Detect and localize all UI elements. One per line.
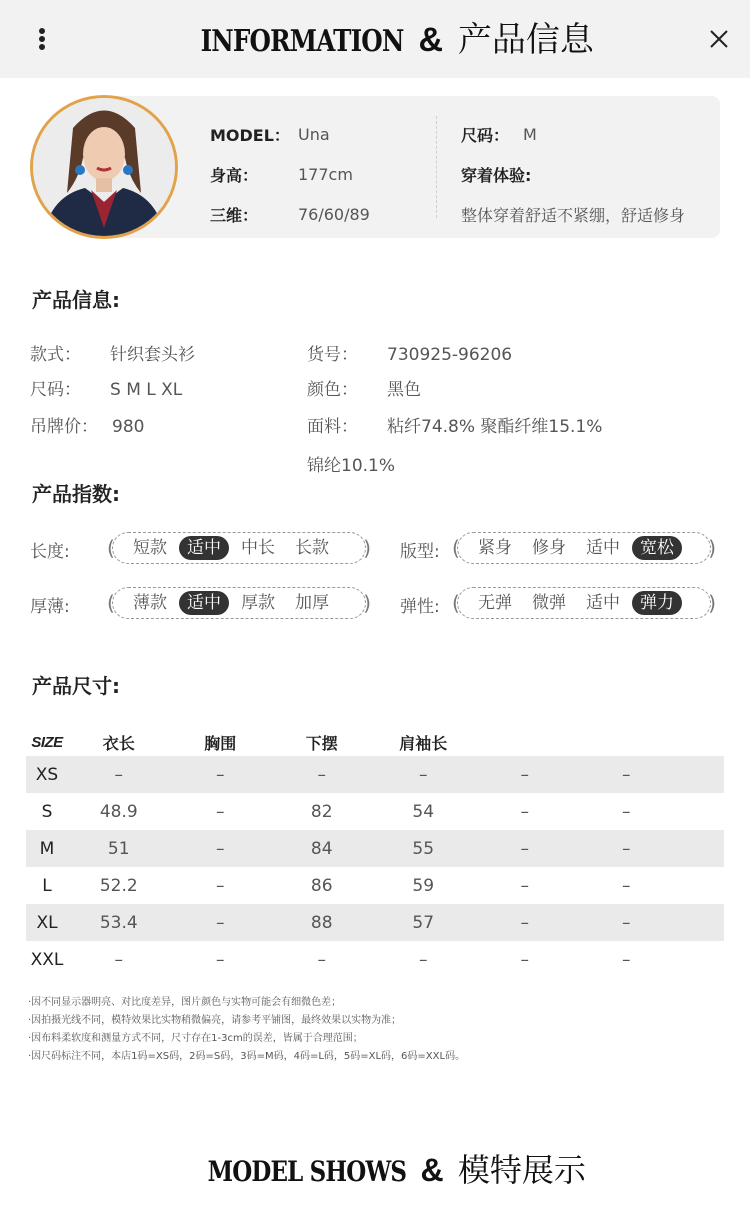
header-bar	[0, 0, 750, 78]
table-cell: –	[622, 875, 631, 896]
model-shows-title	[0, 1148, 750, 1194]
fabric-info	[307, 412, 602, 437]
table-cell: 53.4	[99, 912, 138, 933]
page-title-cn: 产品信息	[457, 20, 594, 60]
note-item: ·因尺码标注不同，本店1码=XS码，2码=S码，3码=M码，4码=L码，5码=XL码，6码=XXL码。	[28, 1051, 466, 1062]
size-table	[26, 728, 724, 978]
pill-bracket-right: )	[363, 591, 371, 615]
note-item: ·因不同显示器明亮、对比度差异，图片颜色与实物可能会有细微色差；	[28, 997, 342, 1008]
height-label: 身高：	[210, 165, 259, 185]
table-cell: S	[41, 801, 53, 822]
table-cell: 55	[412, 838, 435, 859]
notes	[28, 994, 465, 1066]
table-cell: M	[39, 838, 55, 859]
size-chart-title: 产品尺寸:	[32, 674, 120, 698]
table-cell: –	[419, 764, 428, 785]
table-cell: –	[216, 801, 225, 822]
table-cell: –	[520, 764, 529, 785]
measure-label: 三维：	[210, 205, 259, 225]
elasticity-index	[452, 587, 716, 619]
table-cell: 48.9	[99, 801, 138, 822]
index-option: 短款	[133, 538, 167, 558]
price-label: 吊牌价：	[30, 417, 98, 437]
length-label: 长度:	[30, 542, 70, 562]
index-option: 适中	[586, 593, 620, 613]
table-cell: 84	[310, 838, 333, 859]
table-cell: –	[520, 875, 529, 896]
table-cell: 52.2	[99, 875, 138, 896]
model-divider	[436, 116, 437, 218]
index-option-active: 弹力	[632, 591, 682, 615]
fabric-value-1: 粘纤74.8% 聚酯纤维15.1%	[387, 417, 603, 437]
table-cell: 59	[412, 875, 435, 896]
product-info-title: 产品信息:	[32, 288, 120, 312]
table-cell: –	[520, 801, 529, 822]
table-cell: –	[520, 838, 529, 859]
style-info	[30, 340, 195, 365]
experience-label: 穿着体验:	[461, 165, 532, 185]
table-cell: –	[216, 949, 225, 970]
table-row	[26, 793, 724, 830]
item-info	[307, 340, 512, 365]
pill-bracket-right: )	[708, 591, 716, 615]
table-row	[26, 830, 724, 867]
size-value: M	[523, 124, 537, 144]
index-option: 薄款	[133, 593, 167, 613]
note-item: ·因布料柔软度和测量方式不同，尺寸存在1-3cm的误差，皆属于合理范围；	[28, 1033, 363, 1044]
fit-index	[452, 532, 716, 564]
size-info	[30, 375, 182, 400]
index-option: 微弹	[532, 593, 566, 613]
table-cell: 88	[310, 912, 333, 933]
table-row	[26, 756, 724, 793]
table-cell: 54	[412, 801, 435, 822]
model-col-right	[461, 114, 685, 234]
table-row	[26, 867, 724, 904]
table-cell: –	[114, 764, 123, 785]
product-size-value: S M L XL	[110, 380, 183, 400]
thickness-label: 厚薄:	[30, 597, 70, 617]
index-option-active: 适中	[179, 536, 229, 560]
model-shows-en: MODEL SHOWS	[207, 1155, 407, 1188]
table-cell: –	[216, 912, 225, 933]
table-cell: –	[622, 912, 631, 933]
price-value: 980	[112, 417, 145, 437]
table-header-cell: 肩袖长	[399, 733, 448, 753]
table-cell: –	[216, 764, 225, 785]
color-label: 颜色：	[307, 380, 358, 400]
measure-value: 76/60/89	[298, 204, 370, 224]
index-option: 适中	[586, 538, 620, 558]
table-cell: XXL	[30, 949, 64, 970]
index-option: 中长	[241, 538, 275, 558]
pill-bracket-right: )	[363, 536, 371, 560]
table-row	[26, 941, 724, 978]
model-col-left	[210, 114, 370, 234]
note-item: ·因拍摄光线不同，模特效果比实物稍微偏亮，请参考平铺图，最终效果以实物为准；	[28, 1015, 402, 1026]
model-avatar	[30, 95, 178, 239]
index-option-active: 宽松	[632, 536, 682, 560]
table-cell: –	[216, 875, 225, 896]
item-value: 730925-96206	[387, 345, 513, 365]
experience-value: 整体穿着舒适不紧绷，舒适修身	[461, 205, 686, 225]
table-cell: –	[622, 801, 631, 822]
pill-bracket-left: (	[452, 536, 460, 560]
table-cell: –	[622, 764, 631, 785]
table-header-cell: 胸围	[204, 733, 237, 753]
table-cell: –	[622, 838, 631, 859]
table-header-cell: SIZE	[31, 733, 63, 751]
index-option: 加厚	[295, 593, 329, 613]
table-cell: 51	[107, 838, 130, 859]
thickness-index	[107, 587, 371, 619]
table-cell: 82	[310, 801, 333, 822]
table-cell: –	[520, 949, 529, 970]
table-cell: –	[520, 912, 529, 933]
price-info	[30, 412, 144, 437]
table-header-cell: 衣长	[102, 733, 135, 753]
index-option: 厚款	[241, 593, 275, 613]
pill-bracket-left: (	[107, 536, 115, 560]
fabric-value-2: 锦纶10.1%	[307, 456, 396, 476]
index-option: 无弹	[478, 593, 512, 613]
index-option: 紧身	[478, 538, 512, 558]
item-label: 货号：	[307, 345, 358, 365]
color-info	[307, 375, 421, 400]
table-cell: –	[419, 949, 428, 970]
table-cell: L	[42, 875, 52, 896]
table-cell: XS	[35, 764, 59, 785]
model-card	[30, 96, 720, 238]
table-cell: 86	[310, 875, 333, 896]
elasticity-label: 弹性:	[400, 597, 440, 617]
table-cell: 57	[412, 912, 435, 933]
model-shows-amp: &	[420, 1152, 444, 1188]
fabric-info-cont	[307, 451, 395, 476]
table-cell: –	[317, 949, 326, 970]
table-header-cell: 下摆	[305, 733, 338, 753]
length-index	[107, 532, 371, 564]
table-cell: –	[216, 838, 225, 859]
table-cell: –	[114, 949, 123, 970]
pill-bracket-left: (	[107, 591, 115, 615]
table-cell: XL	[36, 912, 58, 933]
close-icon[interactable]	[702, 22, 736, 56]
height-value: 177cm	[298, 164, 353, 184]
style-value: 针织套头衫	[110, 345, 195, 365]
model-shows-cn: 模特展示	[457, 1151, 586, 1189]
index-option: 长款	[295, 538, 329, 558]
color-value: 黑色	[387, 380, 421, 400]
index-option-active: 适中	[179, 591, 229, 615]
product-size-label: 尺码：	[30, 380, 81, 400]
table-row	[26, 904, 724, 941]
page-title-en: INFORMATION	[200, 24, 404, 59]
model-label: MODEL：	[210, 125, 290, 145]
table-header	[26, 728, 724, 756]
product-index-title: 产品指数:	[32, 482, 120, 506]
page-title	[0, 18, 750, 64]
index-option: 修身	[532, 538, 566, 558]
table-cell: –	[622, 949, 631, 970]
style-label: 款式：	[30, 345, 81, 365]
page-title-amp: &	[418, 21, 444, 59]
size-label: 尺码：	[461, 125, 510, 145]
table-cell: –	[317, 764, 326, 785]
pill-bracket-right: )	[708, 536, 716, 560]
model-value: Una	[298, 124, 330, 144]
fit-label: 版型:	[400, 542, 440, 562]
fabric-label: 面料：	[307, 417, 358, 437]
pill-bracket-left: (	[452, 591, 460, 615]
